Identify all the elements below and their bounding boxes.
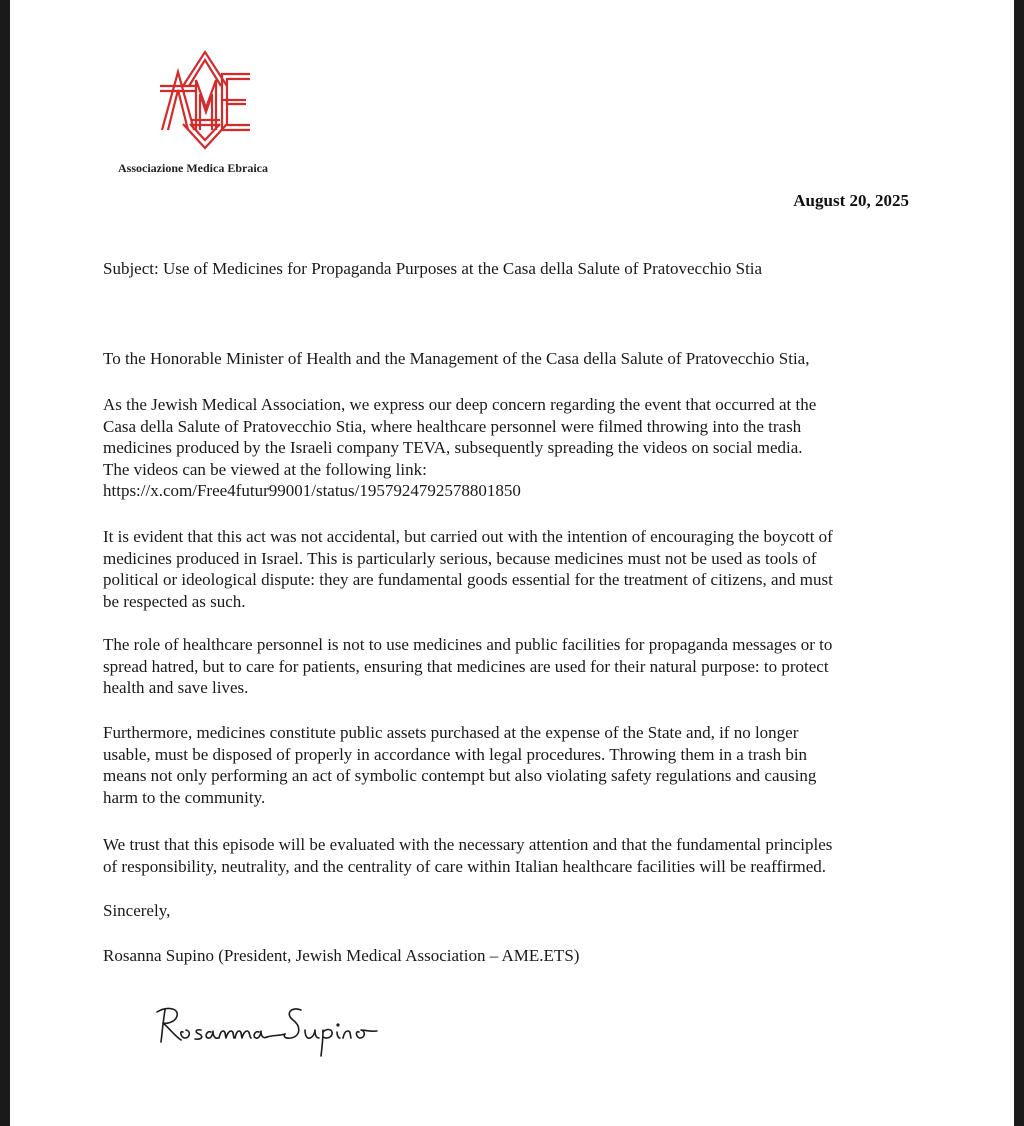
paragraph-line: be respected as such. bbox=[103, 591, 246, 611]
paragraph-line: Casa della Salute of Pratovecchio Stia, where healthcare personnel were filmed throwing into the trash bbox=[103, 416, 802, 436]
organization-name: Associazione Medica Ebraica bbox=[118, 161, 268, 175]
paragraph-line: The role of healthcare personnel is not to use medicines and public facilities for propaganda messages or to bbox=[103, 635, 833, 654]
ame-logo bbox=[150, 46, 260, 154]
paragraph-role bbox=[103, 634, 923, 699]
paragraph-line: We trust that this episode will be evaluated with the necessary attention and that the fundamental principles bbox=[103, 835, 833, 854]
video-link: https://x.com/Free4futur99001/status/1957924792578801850 bbox=[103, 481, 521, 500]
handwritten-signature bbox=[145, 996, 445, 1060]
paragraph-line: usable, must be disposed of properly in accordance with legal procedures. Throwing them in a trash bin bbox=[103, 744, 808, 764]
paragraph-line: medicines produced in Israel. This is particularly serious, because medicines must not be used as tools of bbox=[103, 548, 817, 568]
letter-subject: Subject: Use of Medicines for Propaganda Purposes at the Casa della Salute of Pratovecchio Stia bbox=[103, 259, 763, 278]
paragraph-line: Furthermore, medicines constitute public assets purchased at the expense of the State and, if no longer bbox=[103, 723, 799, 742]
letter-salutation: To the Honorable Minister of Health and the Management of the Casa della Salute of Pratovecchio Stia, bbox=[103, 349, 810, 368]
signer-name: Rosanna Supino (President, Jewish Medical Association – AME.ETS) bbox=[103, 946, 580, 965]
paragraph-line: medicines produced by the Israeli company TEVA, subsequently spreading the videos on social media. bbox=[103, 438, 803, 457]
paragraph-line: It is evident that this act was not accidental, but carried out with the intention of encouraging the boycott of bbox=[103, 527, 833, 546]
letter-date: August 20, 2025 bbox=[793, 191, 909, 210]
star-of-david-logo-icon bbox=[150, 46, 260, 154]
letter-closing: Sincerely, bbox=[103, 901, 171, 920]
paragraph-line: health and save lives. bbox=[103, 678, 249, 697]
signature-icon bbox=[145, 996, 445, 1060]
paragraph-line: The videos can be viewed at the following link: bbox=[103, 459, 427, 479]
paragraph-line: means not only performing an act of symbolic contempt but also violating safety regulations and causing bbox=[103, 766, 817, 785]
paragraph-trust bbox=[103, 834, 923, 877]
paragraph-boycott bbox=[103, 526, 923, 612]
paragraph-concern bbox=[103, 394, 923, 502]
letter-page bbox=[10, 0, 1014, 1126]
paragraph-line: of responsibility, neutrality, and the centrality of care within Italian healthcare facilities will be reaffirmed. bbox=[103, 856, 827, 876]
paragraph-public-assets bbox=[103, 722, 923, 808]
paragraph-line: As the Jewish Medical Association, we express our deep concern regarding the event that occurred at the bbox=[103, 395, 817, 414]
paragraph-line: political or ideological dispute: they are fundamental goods essential for the treatment of citizens, and must bbox=[103, 570, 833, 589]
paragraph-line: spread hatred, but to care for patients, ensuring that medicines are used for their natural purpose: to protect bbox=[103, 656, 829, 676]
paragraph-line: harm to the community. bbox=[103, 787, 266, 807]
